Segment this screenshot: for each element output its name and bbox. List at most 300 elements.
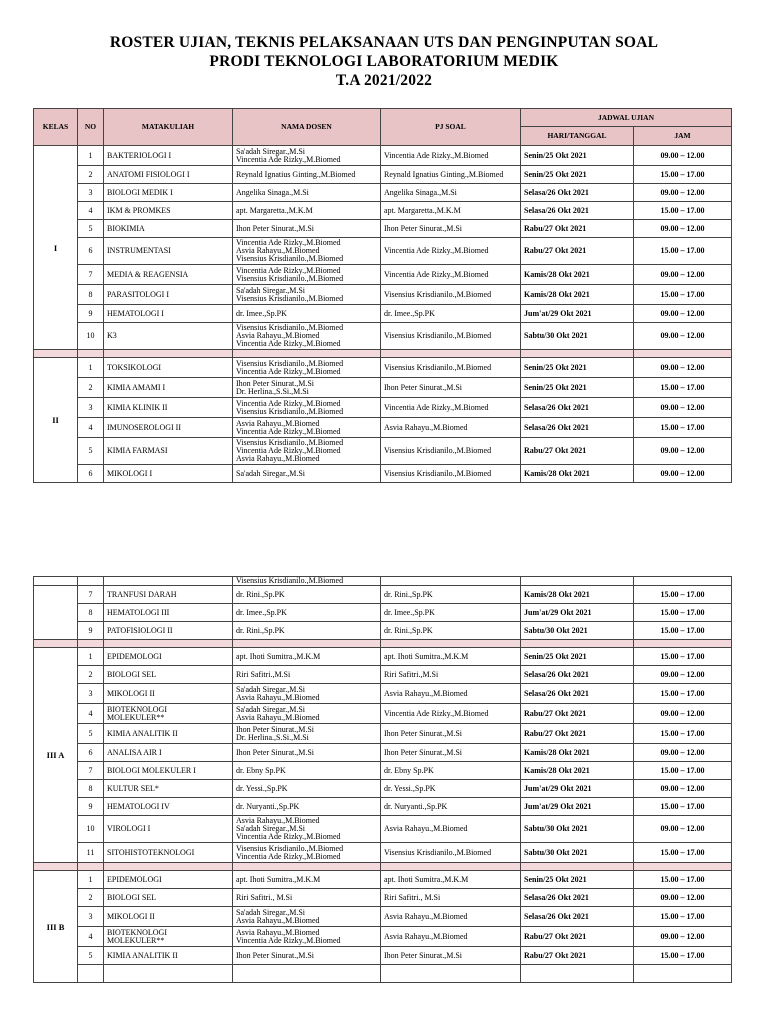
jam-cell: 15.00 – 17.00 bbox=[634, 907, 732, 927]
table-row bbox=[34, 704, 732, 724]
jam-cell: 15.00 – 17.00 bbox=[634, 798, 732, 816]
dosen-cell bbox=[233, 285, 381, 305]
kelas-cell: II bbox=[34, 358, 78, 483]
dosen-cell bbox=[233, 744, 381, 762]
jam-cell: 09.00 – 12.00 bbox=[634, 465, 732, 483]
dosen-name: Vincentia Ade Rizky.,M.Biomed bbox=[236, 832, 341, 841]
table-row bbox=[34, 889, 732, 907]
separator-cell bbox=[78, 863, 104, 871]
dosen-name: Asvia Rahayu.,M.Biomed bbox=[236, 331, 320, 340]
matakuliah-cell bbox=[104, 577, 233, 586]
no-cell: 6 bbox=[78, 465, 104, 483]
dosen-name: Asvia Rahayu.,M.Biomed bbox=[236, 246, 320, 255]
matakuliah-cell: BIOKIMIA bbox=[104, 220, 233, 238]
hari-tanggal-cell: Sabtu/30 Okt 2021 bbox=[521, 323, 634, 350]
no-cell: 10 bbox=[78, 323, 104, 350]
dosen-cell bbox=[233, 780, 381, 798]
pj-soal-cell: Asvia Rahayu.,M.Biomed bbox=[381, 927, 521, 947]
pj-soal-cell: Vincentia Ade Rizky.,M.Biomed bbox=[381, 238, 521, 265]
matakuliah-cell: HEMATOLOGI IV bbox=[104, 798, 233, 816]
dosen-name: Dr. Herlina.,S.Si.,M.Si bbox=[236, 386, 309, 396]
no-cell: 6 bbox=[78, 238, 104, 265]
dosen-cell bbox=[233, 622, 381, 640]
no-cell: 8 bbox=[78, 604, 104, 622]
jam-cell: 09.00 – 12.00 bbox=[634, 398, 732, 418]
dosen-name: Asvia Rahayu.,M.Biomed bbox=[236, 712, 320, 722]
no-cell bbox=[78, 965, 104, 983]
dosen-cell bbox=[233, 418, 381, 438]
pj-soal-cell: Visensius Krisdianilo.,M.Biomed bbox=[381, 358, 521, 378]
table-row bbox=[34, 220, 732, 238]
dosen-cell bbox=[233, 265, 381, 285]
dosen-cell bbox=[233, 238, 381, 265]
no-cell: 5 bbox=[78, 220, 104, 238]
dosen-name: Sa'adah Siregar.,M.Si bbox=[236, 684, 305, 694]
hari-tanggal-cell: Jum'at/29 Okt 2021 bbox=[521, 604, 634, 622]
hari-tanggal-cell: Senin/25 Okt 2021 bbox=[521, 166, 634, 184]
jam-cell: 15.00 – 17.00 bbox=[634, 724, 732, 744]
dosen-name: apt. Margaretta.,M.K.M bbox=[236, 205, 313, 215]
dosen-name: Vincentia Ade Rizky.,M.Biomed bbox=[236, 339, 341, 348]
pj-soal-cell: Asvia Rahayu.,M.Biomed bbox=[381, 816, 521, 843]
pj-soal-cell: Vincentia Ade Rizky.,M.Biomed bbox=[381, 704, 521, 724]
matakuliah-cell: BIOLOGI SEL bbox=[104, 666, 233, 684]
jam-cell: 15.00 – 17.00 bbox=[634, 285, 732, 305]
table-row bbox=[34, 871, 732, 889]
document-title: ROSTER UJIAN, TEKNIS PELAKSANAAN UTS DAN PENGINPUTAN SOAL bbox=[109, 34, 659, 51]
matakuliah-cell: MEDIA & REAGENSIA bbox=[104, 265, 233, 285]
dosen-cell bbox=[233, 816, 381, 843]
separator-cell bbox=[34, 640, 78, 648]
dosen-cell bbox=[233, 965, 381, 983]
matakuliah-cell: BIOTEKNOLOGI MOLEKULER** bbox=[104, 704, 233, 724]
hari-tanggal-cell: Selasa/26 Okt 2021 bbox=[521, 666, 634, 684]
jam-cell: 09.00 – 12.00 bbox=[634, 666, 732, 684]
dosen-name: Vincentia Ade Rizky.,M.Biomed bbox=[236, 265, 341, 275]
matakuliah-cell: ANATOMI FISIOLOGI I bbox=[104, 166, 233, 184]
no-cell: 7 bbox=[78, 265, 104, 285]
pj-soal-cell: Visensius Krisdianilo.,M.Biomed bbox=[381, 843, 521, 863]
matakuliah-cell: BAKTERIOLOGI I bbox=[104, 146, 233, 166]
pj-soal-cell: Vincentia Ade Rizky.,M.Biomed bbox=[381, 398, 521, 418]
table-row bbox=[34, 465, 732, 483]
dosen-cell bbox=[233, 465, 381, 483]
table-row bbox=[34, 798, 732, 816]
no-cell: 9 bbox=[78, 305, 104, 323]
dosen-name: Vincentia Ade Rizky.,M.Biomed bbox=[236, 426, 341, 436]
dosen-cell bbox=[233, 947, 381, 965]
no-cell: 9 bbox=[78, 622, 104, 640]
no-cell: 1 bbox=[78, 146, 104, 166]
table-row bbox=[34, 378, 732, 398]
dosen-name: Asvia Rahayu.,M.Biomed bbox=[236, 915, 320, 925]
jam-cell: 15.00 – 17.00 bbox=[634, 378, 732, 398]
table-row bbox=[34, 965, 732, 983]
separator-cell bbox=[634, 863, 732, 871]
separator-cell bbox=[78, 350, 104, 358]
dosen-name: Vincentia Ade Rizky.,M.Biomed bbox=[236, 446, 341, 455]
hari-tanggal-cell: Sabtu/30 Okt 2021 bbox=[521, 843, 634, 863]
no-cell bbox=[78, 577, 104, 586]
dosen-name: Sa'adah Siregar.,M.Si bbox=[236, 285, 305, 295]
dosen-cell bbox=[233, 202, 381, 220]
hari-tanggal-cell: Rabu/27 Okt 2021 bbox=[521, 927, 634, 947]
empty-cell bbox=[381, 577, 521, 586]
table-row bbox=[34, 586, 732, 604]
matakuliah-cell: KULTUR SEL* bbox=[104, 780, 233, 798]
jam-cell: 15.00 – 17.00 bbox=[634, 238, 732, 265]
dosen-name: Riri Safitri., M.Si bbox=[236, 892, 293, 902]
no-cell: 9 bbox=[78, 798, 104, 816]
pj-soal-cell: dr. Ebny Sp.PK bbox=[381, 762, 521, 780]
table-row bbox=[34, 418, 732, 438]
table-row bbox=[34, 724, 732, 744]
separator-cell bbox=[34, 863, 78, 871]
dosen-name: Riri Safitri.,M.Si bbox=[236, 669, 291, 679]
no-cell: 2 bbox=[78, 889, 104, 907]
dosen-name: Dr. Herlina.,S.Si.,M.Si bbox=[236, 732, 309, 742]
table-row bbox=[34, 780, 732, 798]
jam-cell: 09.00 – 12.00 bbox=[634, 323, 732, 350]
hari-tanggal-cell: Selasa/26 Okt 2021 bbox=[521, 202, 634, 220]
dosen-name: apt. Ihoti Sumitra.,M.K.M bbox=[236, 874, 321, 884]
pj-soal-cell: dr. Imee.,Sp.PK bbox=[381, 305, 521, 323]
dosen-cell bbox=[233, 305, 381, 323]
pj-soal-cell: Asvia Rahayu.,M.Biomed bbox=[381, 418, 521, 438]
jam-cell: 09.00 – 12.00 bbox=[634, 146, 732, 166]
dosen-name: Asvia Rahayu.,M.Biomed bbox=[236, 816, 320, 825]
jam-cell: 15.00 – 17.00 bbox=[634, 843, 732, 863]
hari-tanggal-cell bbox=[521, 965, 634, 983]
no-cell: 4 bbox=[78, 202, 104, 220]
hari-tanggal-cell: Jum'at/29 Okt 2021 bbox=[521, 798, 634, 816]
matakuliah-cell: KIMIA KLINIK II bbox=[104, 398, 233, 418]
jam-cell: 09.00 – 12.00 bbox=[634, 889, 732, 907]
dosen-cell bbox=[233, 378, 381, 398]
jam-cell: 15.00 – 17.00 bbox=[634, 648, 732, 666]
pj-soal-cell: apt. Ihoti Sumitra.,M.K.M bbox=[381, 648, 521, 666]
header-jam: JAM bbox=[634, 127, 732, 146]
hari-tanggal-cell: Senin/25 Okt 2021 bbox=[521, 378, 634, 398]
matakuliah-cell: BIOLOGI MEDIK I bbox=[104, 184, 233, 202]
empty-cell bbox=[521, 577, 634, 586]
table-row bbox=[34, 146, 732, 166]
dosen-name: Asvia Rahayu.,M.Biomed bbox=[236, 692, 320, 702]
table-row bbox=[34, 305, 732, 323]
jam-cell: 15.00 – 17.00 bbox=[634, 166, 732, 184]
pj-soal-cell: Visensius Krisdianilo.,M.Biomed bbox=[381, 465, 521, 483]
jam-cell: 09.00 – 12.00 bbox=[634, 184, 732, 202]
header-matakuliah: MATAKULIAH bbox=[104, 109, 233, 146]
dosen-cell bbox=[233, 907, 381, 927]
dosen-cell bbox=[233, 358, 381, 378]
matakuliah-cell: PARASITOLOGI I bbox=[104, 285, 233, 305]
matakuliah-cell: EPIDEMOLOGI bbox=[104, 648, 233, 666]
dosen-name: Vincentia Ade Rizky.,M.Biomed bbox=[236, 398, 341, 408]
kelas-cell bbox=[34, 577, 78, 586]
dosen-name: Visensius Krisdianilo.,M.Biomed bbox=[236, 406, 344, 416]
table-row bbox=[34, 166, 732, 184]
pj-soal-cell: apt. Margaretta.,M.K.M bbox=[381, 202, 521, 220]
hari-tanggal-cell: Sabtu/30 Okt 2021 bbox=[521, 622, 634, 640]
jam-cell bbox=[634, 965, 732, 983]
hari-tanggal-cell: Selasa/26 Okt 2021 bbox=[521, 907, 634, 927]
table-row bbox=[34, 285, 732, 305]
hari-tanggal-cell: Senin/25 Okt 2021 bbox=[521, 648, 634, 666]
hari-tanggal-cell: Sabtu/30 Okt 2021 bbox=[521, 816, 634, 843]
separator-cell bbox=[634, 640, 732, 648]
header-nama-dosen: NAMA DOSEN bbox=[233, 109, 381, 146]
no-cell: 4 bbox=[78, 704, 104, 724]
matakuliah-cell bbox=[104, 965, 233, 983]
pj-soal-cell: Ihon Peter Sinurat.,M.Si bbox=[381, 220, 521, 238]
dosen-name: Sa'adah Siregar.,M.Si bbox=[236, 907, 305, 917]
table-row bbox=[34, 184, 732, 202]
table-row bbox=[34, 202, 732, 220]
dosen-name: Asvia Rahayu.,M.Biomed bbox=[236, 454, 320, 463]
dosen-name: Visensius Krisdianilo.,M.Biomed bbox=[236, 254, 344, 263]
matakuliah-cell: BIOLOGI MOLEKULER I bbox=[104, 762, 233, 780]
jam-cell: 15.00 – 17.00 bbox=[634, 586, 732, 604]
pj-soal-cell bbox=[381, 965, 521, 983]
matakuliah-cell: K3 bbox=[104, 323, 233, 350]
table-row bbox=[34, 238, 732, 265]
table-row-continued bbox=[34, 577, 732, 586]
dosen-name: Vincentia Ade Rizky.,M.Biomed bbox=[236, 238, 341, 247]
separator-cell bbox=[233, 640, 381, 648]
dosen-name: dr. Rini.,Sp.PK bbox=[236, 589, 285, 599]
separator-cell bbox=[381, 863, 521, 871]
matakuliah-cell: MIKOLOGI I bbox=[104, 465, 233, 483]
pj-soal-cell: Vincentia Ade Rizky.,M.Biomed bbox=[381, 146, 521, 166]
dosen-name: Visensius Krisdianilo.,M.Biomed bbox=[236, 438, 344, 447]
pj-soal-cell: Ihon Peter Sinurat.,M.Si bbox=[381, 744, 521, 762]
matakuliah-cell: ANALISA AIR I bbox=[104, 744, 233, 762]
jam-cell: 15.00 – 17.00 bbox=[634, 604, 732, 622]
separator-cell bbox=[78, 640, 104, 648]
exam-schedule-table-page-2 bbox=[33, 576, 732, 983]
header-no: NO bbox=[78, 109, 104, 146]
dosen-cell bbox=[233, 889, 381, 907]
hari-tanggal-cell: Kamis/28 Okt 2021 bbox=[521, 586, 634, 604]
hari-tanggal-cell: Kamis/28 Okt 2021 bbox=[521, 265, 634, 285]
dosen-cell bbox=[233, 648, 381, 666]
matakuliah-cell: KIMIA AMAMI I bbox=[104, 378, 233, 398]
no-cell: 3 bbox=[78, 684, 104, 704]
matakuliah-cell: KIMIA ANALITIK II bbox=[104, 724, 233, 744]
dosen-name: Ihon Peter Sinurat.,M.Si bbox=[236, 950, 314, 960]
jam-cell: 09.00 – 12.00 bbox=[634, 927, 732, 947]
table-row bbox=[34, 398, 732, 418]
dosen-cell bbox=[233, 666, 381, 684]
dosen-name: Ihon Peter Sinurat.,M.Si bbox=[236, 747, 314, 757]
no-cell: 4 bbox=[78, 418, 104, 438]
no-cell: 2 bbox=[78, 378, 104, 398]
pj-soal-cell: Asvia Rahayu.,M.Biomed bbox=[381, 684, 521, 704]
jam-cell: 15.00 – 17.00 bbox=[634, 947, 732, 965]
separator-cell bbox=[381, 640, 521, 648]
table-row bbox=[34, 947, 732, 965]
hari-tanggal-cell: Rabu/27 Okt 2021 bbox=[521, 238, 634, 265]
hari-tanggal-cell: Kamis/28 Okt 2021 bbox=[521, 285, 634, 305]
group-separator bbox=[34, 863, 732, 871]
pj-soal-cell: Reynald Ignatius Ginting.,M.Biomed bbox=[381, 166, 521, 184]
dosen-name: Visensius Krisdianilo.,M.Biomed bbox=[236, 293, 344, 303]
pj-soal-cell: dr. Imee.,Sp.PK bbox=[381, 604, 521, 622]
hari-tanggal-cell: Kamis/28 Okt 2021 bbox=[521, 762, 634, 780]
no-cell: 1 bbox=[78, 648, 104, 666]
hari-tanggal-cell: Selasa/26 Okt 2021 bbox=[521, 184, 634, 202]
no-cell: 5 bbox=[78, 724, 104, 744]
dosen-cell bbox=[233, 927, 381, 947]
jam-cell: 09.00 – 12.00 bbox=[634, 220, 732, 238]
jam-cell: 15.00 – 17.00 bbox=[634, 622, 732, 640]
header-kelas: KELAS bbox=[34, 109, 78, 146]
hari-tanggal-cell: Selasa/26 Okt 2021 bbox=[521, 889, 634, 907]
matakuliah-cell: INSTRUMENTASI bbox=[104, 238, 233, 265]
table-row bbox=[34, 843, 732, 863]
dosen-cell bbox=[233, 166, 381, 184]
no-cell: 6 bbox=[78, 744, 104, 762]
dosen-name: apt. Ihoti Sumitra.,M.K.M bbox=[236, 651, 321, 661]
kelas-cell: III B bbox=[34, 871, 78, 983]
no-cell: 1 bbox=[78, 871, 104, 889]
dosen-cell bbox=[233, 586, 381, 604]
dosen-cell bbox=[233, 724, 381, 744]
hari-tanggal-cell: Rabu/27 Okt 2021 bbox=[521, 704, 634, 724]
matakuliah-cell: EPIDEMOLOGI bbox=[104, 871, 233, 889]
matakuliah-cell: MIKOLOGI II bbox=[104, 907, 233, 927]
matakuliah-cell: BIOTEKNOLOGI MOLEKULER** bbox=[104, 927, 233, 947]
dosen-name: Vincentia Ade Rizky.,M.Biomed bbox=[236, 851, 341, 861]
matakuliah-cell: KIMIA FARMASI bbox=[104, 438, 233, 465]
no-cell: 8 bbox=[78, 285, 104, 305]
pj-soal-cell: dr. Nuryanti.,Sp.PK bbox=[381, 798, 521, 816]
no-cell: 11 bbox=[78, 843, 104, 863]
dosen-name: dr. Rini.,Sp.PK bbox=[236, 625, 285, 635]
table-row bbox=[34, 907, 732, 927]
dosen-name: Sa'adah Siregar.,M.Si bbox=[236, 704, 305, 714]
matakuliah-cell: IMUNOSEROLOGI II bbox=[104, 418, 233, 438]
jam-cell: 15.00 – 17.00 bbox=[634, 202, 732, 220]
header-jadwal-ujian: JADWAL UJIAN bbox=[521, 109, 732, 127]
kelas-cell: III A bbox=[34, 648, 78, 863]
dosen-name: Ihon Peter Sinurat.,M.Si bbox=[236, 724, 314, 734]
dosen-cell: Visensius Krisdianilo.,M.Biomed bbox=[233, 577, 381, 586]
matakuliah-cell: HEMATOLOGI III bbox=[104, 604, 233, 622]
no-cell: 4 bbox=[78, 927, 104, 947]
dosen-name: Visensius Krisdianilo.,M.Biomed bbox=[236, 358, 344, 368]
pj-soal-cell: Visensius Krisdianilo.,M.Biomed bbox=[381, 323, 521, 350]
pj-soal-cell: Ihon Peter Sinurat.,M.Si bbox=[381, 378, 521, 398]
jam-cell: 15.00 – 17.00 bbox=[634, 762, 732, 780]
jam-cell: 09.00 – 12.00 bbox=[634, 358, 732, 378]
dosen-cell bbox=[233, 323, 381, 350]
pj-soal-cell: dr. Yessi.,Sp.PK bbox=[381, 780, 521, 798]
dosen-cell bbox=[233, 220, 381, 238]
no-cell: 3 bbox=[78, 398, 104, 418]
table-row bbox=[34, 927, 732, 947]
pj-soal-cell: Riri Safitri., M.Si bbox=[381, 889, 521, 907]
table-row bbox=[34, 762, 732, 780]
dosen-cell bbox=[233, 184, 381, 202]
separator-cell bbox=[381, 350, 521, 358]
dosen-name: Vincentia Ade Rizky.,M.Biomed bbox=[236, 154, 341, 164]
dosen-name: dr. Yessi.,Sp.PK bbox=[236, 783, 288, 793]
matakuliah-cell: TRANFUSI DARAH bbox=[104, 586, 233, 604]
separator-cell bbox=[104, 640, 233, 648]
document-subtitle: PRODI TEKNOLOGI LABORATORIUM MEDIK bbox=[209, 53, 559, 70]
table-row bbox=[34, 438, 732, 465]
dosen-name: dr. Imee.,Sp.PK bbox=[236, 308, 287, 318]
table-row bbox=[34, 604, 732, 622]
hari-tanggal-cell: Rabu/27 Okt 2021 bbox=[521, 724, 634, 744]
hari-tanggal-cell: Senin/25 Okt 2021 bbox=[521, 871, 634, 889]
no-cell: 1 bbox=[78, 358, 104, 378]
dosen-name: Ihon Peter Sinurat.,M.Si bbox=[236, 223, 314, 233]
dosen-name: Asvia Rahayu.,M.Biomed bbox=[236, 418, 320, 428]
matakuliah-cell: MIKOLOGI II bbox=[104, 684, 233, 704]
pj-soal-cell: Ihon Peter Sinurat.,M.Si bbox=[381, 724, 521, 744]
jam-cell: 15.00 – 17.00 bbox=[634, 418, 732, 438]
separator-cell bbox=[104, 350, 233, 358]
academic-year: T.A 2021/2022 bbox=[335, 72, 433, 89]
hari-tanggal-cell: Selasa/26 Okt 2021 bbox=[521, 684, 634, 704]
dosen-cell bbox=[233, 438, 381, 465]
hari-tanggal-cell: Jum'at/29 Okt 2021 bbox=[521, 780, 634, 798]
jam-cell: 09.00 – 12.00 bbox=[634, 744, 732, 762]
dosen-name: Vincentia Ade Rizky.,M.Biomed bbox=[236, 366, 341, 376]
matakuliah-cell: SITOHISTOTEKNOLOGI bbox=[104, 843, 233, 863]
hari-tanggal-cell: Rabu/27 Okt 2021 bbox=[521, 947, 634, 965]
pj-soal-cell: Visensius Krisdianilo.,M.Biomed bbox=[381, 285, 521, 305]
hari-tanggal-cell: Kamis/28 Okt 2021 bbox=[521, 465, 634, 483]
matakuliah-cell: KIMIA ANALITIK II bbox=[104, 947, 233, 965]
jam-cell: 09.00 – 12.00 bbox=[634, 780, 732, 798]
dosen-cell bbox=[233, 704, 381, 724]
hari-tanggal-cell: Selasa/26 Okt 2021 bbox=[521, 398, 634, 418]
hari-tanggal-cell: Kamis/28 Okt 2021 bbox=[521, 744, 634, 762]
matakuliah-cell: IKM & PROMKES bbox=[104, 202, 233, 220]
matakuliah-cell: VIROLOGI I bbox=[104, 816, 233, 843]
dosen-name: Vincentia Ade Rizky.,M.Biomed bbox=[236, 935, 341, 945]
table-row bbox=[34, 648, 732, 666]
matakuliah-cell: PATOFISIOLOGI II bbox=[104, 622, 233, 640]
no-cell: 3 bbox=[78, 907, 104, 927]
pj-soal-cell: dr. Rini.,Sp.PK bbox=[381, 586, 521, 604]
pj-soal-cell: Vincentia Ade Rizky.,M.Biomed bbox=[381, 265, 521, 285]
separator-cell bbox=[634, 350, 732, 358]
separator-cell bbox=[233, 350, 381, 358]
no-cell: 5 bbox=[78, 947, 104, 965]
matakuliah-cell: HEMATOLOGI I bbox=[104, 305, 233, 323]
pj-soal-cell: Ihon Peter Sinurat.,M.Si bbox=[381, 947, 521, 965]
dosen-name: Sa'adah Siregar.,M.Si bbox=[236, 468, 305, 478]
dosen-name: Ihon Peter Sinurat.,M.Si bbox=[236, 378, 314, 388]
no-cell: 8 bbox=[78, 780, 104, 798]
kelas-cell: I bbox=[34, 146, 78, 350]
table-row bbox=[34, 744, 732, 762]
dosen-cell bbox=[233, 762, 381, 780]
dosen-cell bbox=[233, 871, 381, 889]
dosen-cell bbox=[233, 604, 381, 622]
jam-cell: 09.00 – 12.00 bbox=[634, 704, 732, 724]
dosen-cell bbox=[233, 843, 381, 863]
dosen-name: dr. Nuryanti.,Sp.PK bbox=[236, 801, 300, 811]
jam-cell: 09.00 – 12.00 bbox=[634, 816, 732, 843]
no-cell: 5 bbox=[78, 438, 104, 465]
pj-soal-cell: Visensius Krisdianilo.,M.Biomed bbox=[381, 438, 521, 465]
